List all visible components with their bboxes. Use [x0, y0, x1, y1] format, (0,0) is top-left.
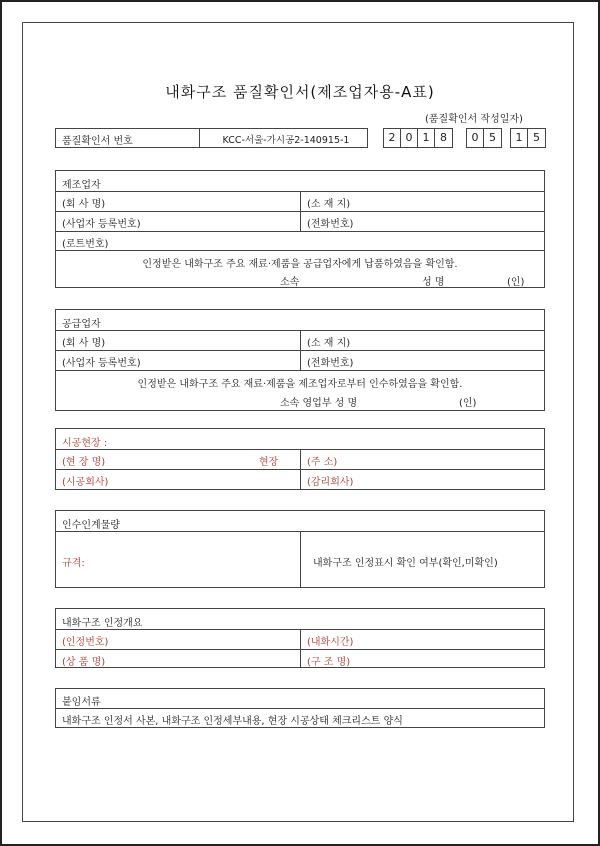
site-contractor: (시공회사) [62, 477, 109, 488]
site-header: 시공현장 : [62, 438, 108, 449]
cert-number-label: 품질확인서 번호 [62, 136, 133, 147]
site-suffix: 현장 [259, 457, 279, 468]
manufacturer-section [55, 170, 545, 288]
manufacturer-company: (회 사 명) [62, 199, 106, 210]
manufacturer-seal: (인) [507, 277, 525, 288]
supplier-header: 공급업자 [62, 319, 101, 330]
attachments-header: 붙임서류 [62, 697, 101, 708]
handover-header: 인수인계물량 [62, 520, 120, 531]
date-year-box [383, 128, 453, 148]
manufacturer-biz-no: (사업자 등록번호) [62, 219, 141, 230]
handover-spec: 규격: [62, 558, 85, 569]
approval-header: 내화구조 인정개요 [62, 618, 143, 629]
manufacturer-affil: 소속 [280, 277, 300, 288]
site-name: (현 장 명) [62, 457, 106, 468]
supplier-address: (소 재 지) [307, 338, 351, 349]
approval-product: (상 품 명) [62, 657, 106, 668]
approval-fire-time: (내화시간) [307, 637, 354, 648]
site-section [55, 428, 545, 490]
handover-section [55, 510, 545, 588]
manufacturer-lot: (로트번호) [62, 239, 109, 250]
date-day-box [510, 128, 546, 148]
supplier-seal: (인) [459, 398, 477, 409]
manufacturer-address: (소 재 지) [307, 199, 351, 210]
manufacturer-header: 제조업자 [62, 180, 101, 191]
supplier-section [55, 309, 545, 411]
cert-number-box [55, 128, 368, 148]
manufacturer-phone: (전화번호) [307, 219, 354, 230]
site-address: (주 소) [307, 457, 338, 468]
supplier-company: (회 사 명) [62, 338, 106, 349]
year-digit: 0 [401, 129, 418, 147]
manufacturer-name: 성 명 [422, 277, 445, 288]
approval-structure: (구 조 명) [307, 657, 351, 668]
month-digit: 5 [489, 131, 496, 144]
year-digit: 2 [384, 129, 401, 147]
manufacturer-statement: 인정받은 내화구조 주요 재료·제품을 공급업자에게 납품하였음을 확인함. [142, 259, 458, 270]
document-title: 내화구조 품질확인서(제조업자용-A표) [165, 83, 435, 101]
approval-section [55, 608, 545, 668]
cert-number-value: KCC-서울-가시공2-140915-1 [222, 135, 350, 146]
attachments-section [55, 688, 545, 728]
supplier-affil-name: 소속 영업부 성 명 [280, 398, 358, 409]
supplier-phone: (전화번호) [307, 358, 354, 369]
date-month-box [466, 128, 502, 148]
attachments-list: 내화구조 인정서 사본, 내화구조 인정세부내용, 현장 시공상태 체크리스트 양식 [62, 716, 403, 727]
approval-number: (인정번호) [62, 637, 109, 648]
month-digit: 0 [467, 129, 484, 147]
year-digit: 8 [440, 131, 447, 144]
supplier-statement: 인정받은 내화구조 주요 재료·제품을 제조업자로부터 인수하였음을 확인함. [137, 379, 463, 390]
day-digit: 1 [511, 129, 528, 147]
year-digit: 1 [418, 129, 435, 147]
handover-check: 내화구조 인정표시 확인 여부(확인,미확인) [313, 558, 498, 569]
day-digit: 5 [533, 131, 540, 144]
supplier-biz-no: (사업자 등록번호) [62, 358, 141, 369]
site-supervisor: (감리회사) [307, 477, 354, 488]
date-label: (품질확인서 작성일자) [425, 114, 523, 125]
